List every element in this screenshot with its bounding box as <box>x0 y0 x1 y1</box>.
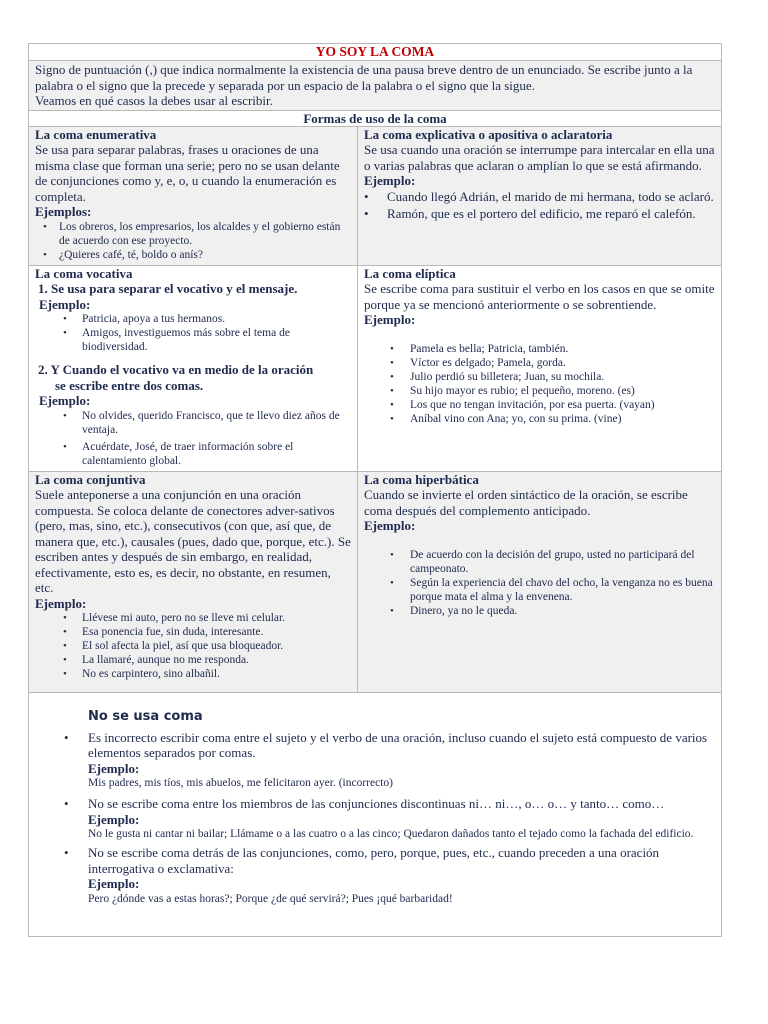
example-list <box>35 611 351 681</box>
numbered-point-continued: se escribe entre dos comas. <box>55 377 204 393</box>
example-label: Ejemplo: <box>39 393 91 408</box>
example-text: Mis padres, mis tíos, mis abuelos, me felicitaron ayer. (incorrecto) <box>88 777 393 789</box>
numbered-point: 2. Y Cuando el vocativo va en medio de la oración <box>38 362 314 377</box>
section-text: Se usa para separar palabras, frases u oraciones de una misma clase que forman una serie; pero no se usan delante de conjunciones como y, e, o, u cuando la enumeración es completa. <box>35 142 340 204</box>
list-item: • Los obreros, los empresarios, los alcaldes y el gobierno están de acuerdo con ese proyecto. <box>35 220 351 248</box>
rule-item <box>35 796 715 841</box>
list-item: • De acuerdo con la decisión del grupo, usted no participará del campeonato. <box>364 548 715 576</box>
example-list <box>364 342 715 426</box>
list-item: • El sol afecta la piel, así que usa bloqueador. <box>35 639 351 653</box>
example-label: Ejemplo: <box>39 296 91 312</box>
document-table <box>28 43 722 937</box>
example-label: Ejemplo: <box>364 312 416 327</box>
list-item: • Julio perdió su billetera; Juan, su mochila. <box>364 370 715 384</box>
example-list <box>35 409 351 468</box>
page-title: YO SOY LA COMA <box>29 44 721 61</box>
example-label: Ejemplo: <box>364 518 416 533</box>
row-enumerativa-explicativa <box>29 127 721 266</box>
example-text: Pero ¿dónde vas a estas horas?; Porque ¿de qué servirá?; Pues ¡qué barbaridad! <box>88 892 453 905</box>
row-conjuntiva-hiperbatica <box>29 472 721 693</box>
intro-paragraph: Signo de puntuación (,) que indica normalmente la existencia de una pausa breve dentro de un enunciado. Se escribe junto a la palabra o el signo que la precede y separada por un espacio de la palabra o el signo que la sigue. <box>35 62 693 93</box>
example-label: Ejemplo: <box>88 760 140 776</box>
row-vocativa-eliptica <box>29 266 721 472</box>
rule-text: No se escribe coma detrás de las conjunciones, como, pero, porque, pues, etc., cuando preceden a una oración interrogativa o exclamativa: <box>88 845 660 876</box>
no-coma-section <box>29 693 721 936</box>
list-item: • No es carpintero, sino albañil. <box>35 667 351 681</box>
section-heading: La coma explicativa o apositiva o aclaratoria <box>364 126 613 142</box>
rule-item <box>35 730 715 791</box>
cell-explicativa <box>358 127 721 265</box>
cell-vocativa <box>29 266 358 471</box>
list-item: • Dinero, ya no le queda. <box>364 604 715 618</box>
intro-block <box>29 61 721 111</box>
example-label: Ejemplo: <box>88 876 140 891</box>
list-item: • Los que no tengan invitación, por esa puerta. (vayan) <box>364 398 715 412</box>
example-text: No le gusta ni cantar ni bailar; Llámame o a las cuatro o a las cinco; Quedaron dañados tanto el tejado como la fachada del edificio. <box>88 828 694 840</box>
list-item: • No olvides, querido Francisco, que te llevo diez años de ventaja. <box>35 409 351 437</box>
bullet-icon: • <box>64 729 69 745</box>
cell-enumerativa <box>29 127 358 265</box>
list-item: • Ramón, que es el portero del edificio, me reparó el calefón. <box>364 206 715 222</box>
section-text: Suele anteponerse a una conjunción en una oración compuesta. Se coloca delante de conectores adver-sativos (pero, mas, sino, etc.), consecutivos (con que, así que, de manera que, etc.), causales (pues, dado que, porque, etc.). Se escriben antes y después de sin embargo, en realidad, efectivamente, esto es, es decir, no obstante, en resumen, etc. <box>35 487 351 595</box>
example-label: Ejemplos: <box>35 204 92 219</box>
list-item: • Según la experiencia del chavo del ocho, la venganza no es buena porque mata el alma y la envenena. <box>364 576 715 604</box>
list-item: • Aníbal vino con Ana; yo, con su prima. (vine) <box>364 412 715 426</box>
example-list <box>364 548 715 618</box>
list-item: • Acuérdate, José, de traer información sobre el calentamiento global. <box>35 440 351 468</box>
example-list <box>364 189 715 222</box>
section-text: Se escribe coma para sustituir el verbo en los casos en que se omite porque ya se mencionó anteriormente o se sobrentiende. <box>364 281 715 312</box>
list-item: • Víctor es delgado; Pamela, gorda. <box>364 356 715 370</box>
section-heading: La coma enumerativa <box>35 126 157 142</box>
numbered-point: 1. Se usa para separar el vocativo y el mensaje. <box>38 281 298 296</box>
list-item: • Patricia, apoya a tus hermanos. <box>35 312 351 326</box>
bullet-icon: • <box>64 845 69 860</box>
cell-eliptica <box>358 266 721 471</box>
list-item: • Su hijo mayor es rubio; el pequeño, moreno. (es) <box>364 384 715 398</box>
example-label: Ejemplo: <box>88 811 140 827</box>
section-heading: La coma hiperbática <box>364 471 479 487</box>
list-item: • ¿Quieres café, té, boldo o anís? <box>35 248 351 262</box>
section-heading: No se usa coma <box>88 708 203 724</box>
list-item: • Llévese mi auto, pero no se lleve mi celular. <box>35 611 351 625</box>
list-item: • Amigos, investiguemos más sobre el tema de biodiversidad. <box>35 326 351 354</box>
list-item: • Pamela es bella; Patricia, también. <box>364 342 715 356</box>
cell-conjuntiva <box>29 472 358 692</box>
list-item: • Cuando llegó Adrián, el marido de mi hermana, todo se aclaró. <box>364 189 715 205</box>
example-list <box>35 220 351 262</box>
example-list <box>35 312 351 354</box>
list-item: • Esa ponencia fue, sin duda, interesante. <box>35 625 351 639</box>
formas-header: Formas de uso de la coma <box>29 111 721 127</box>
section-text: Cuando se invierte el orden sintáctico de la oración, se escribe coma después del complemento anticipado. <box>364 487 688 518</box>
section-heading: La coma conjuntiva <box>35 471 146 487</box>
intro-subtitle: Veamos en qué casos la debes usar al escribir. <box>35 93 273 108</box>
rule-text: Es incorrecto escribir coma entre el sujeto y el verbo de una oración, incluso cuando el sujeto está compuesto de varios elementos separados por comas. <box>88 729 708 760</box>
rule-text: No se escribe coma entre los miembros de las conjunciones discontinuas ni… ni…, o… o… y tanto… como… <box>88 796 665 811</box>
cell-hiperbatica <box>358 472 721 692</box>
section-text: Se usa cuando una oración se interrumpe para intercalar en ella una o varias palabras que aclaran o amplían lo que se está afirmando. <box>364 142 715 173</box>
section-heading: La coma elíptica <box>364 265 456 281</box>
example-label: Ejemplo: <box>35 595 87 611</box>
rule-item <box>35 845 715 906</box>
section-heading: La coma vocativa <box>35 265 133 281</box>
bullet-icon: • <box>64 796 69 811</box>
list-item: • La llamaré, aunque no me responda. <box>35 653 351 667</box>
example-label: Ejemplo: <box>364 173 416 188</box>
